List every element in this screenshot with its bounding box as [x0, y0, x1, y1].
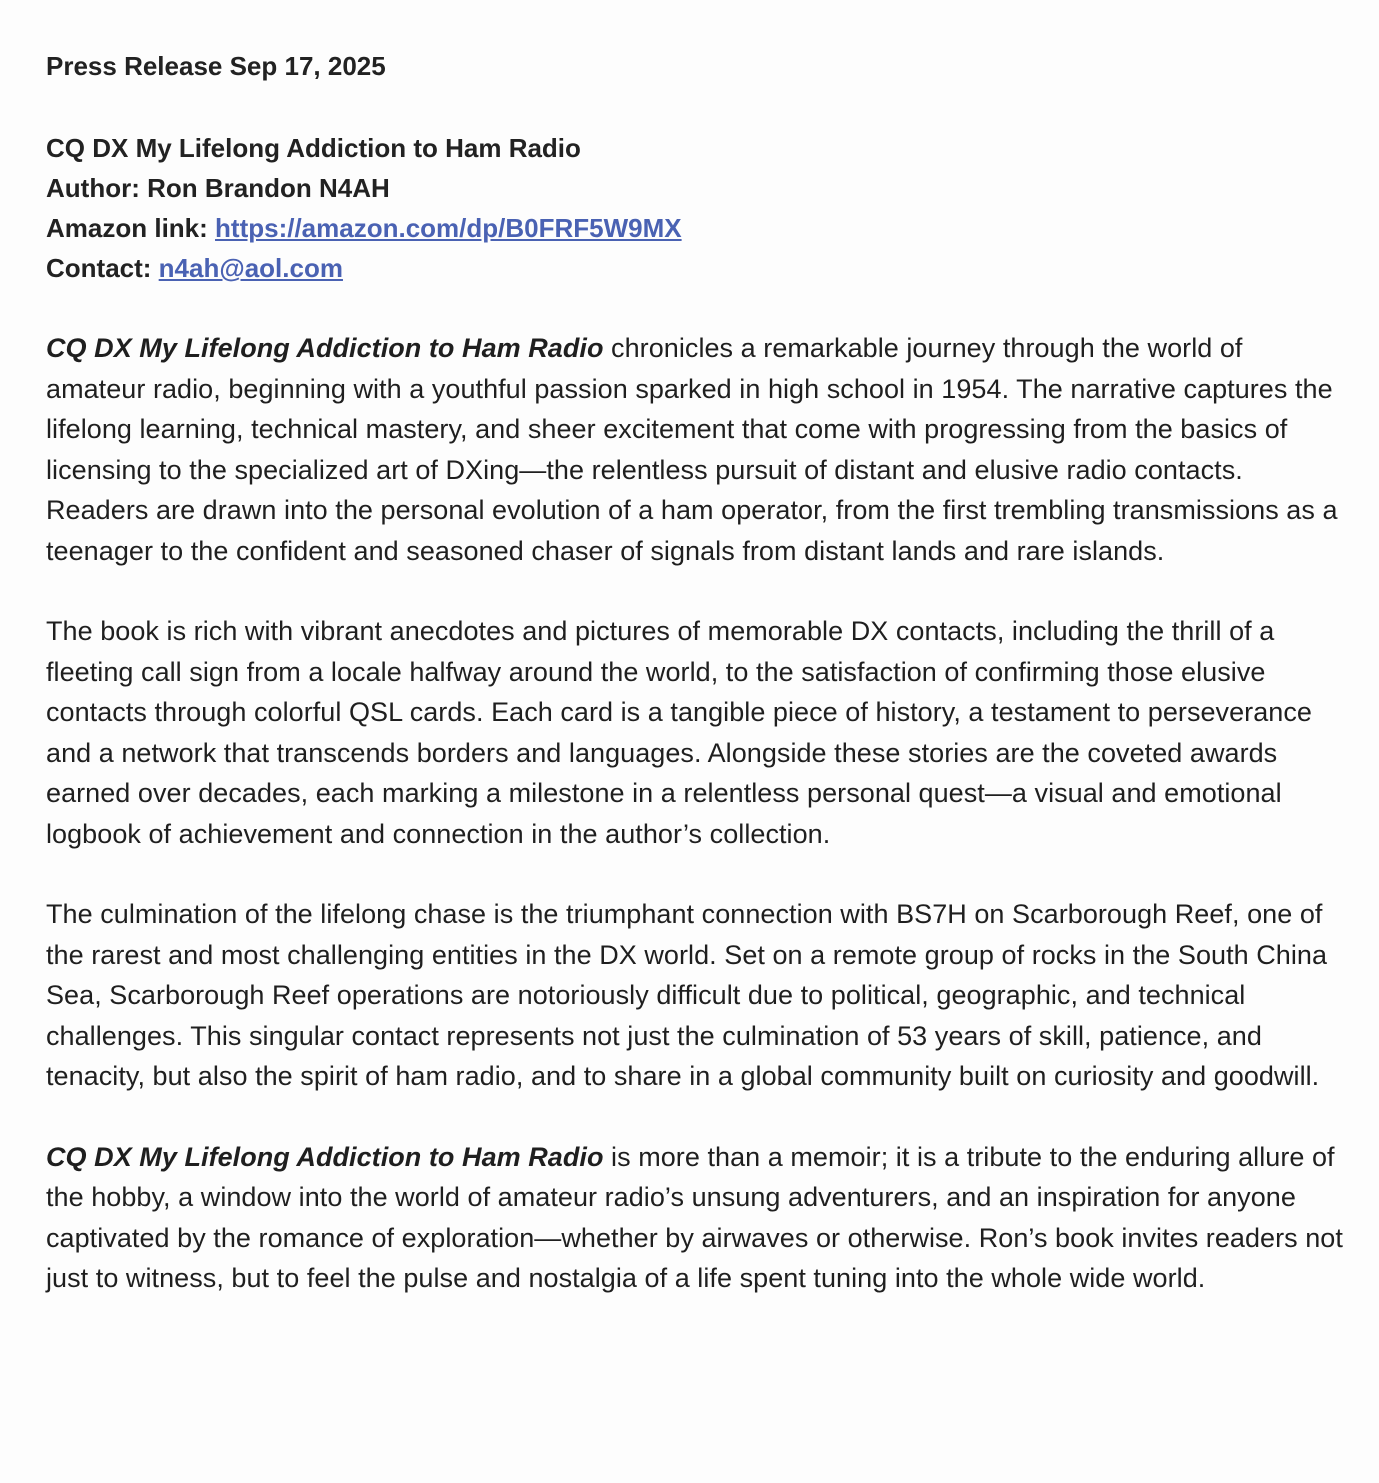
book-title-inline: CQ DX My Lifelong Addiction to Ham Radio: [46, 333, 604, 363]
paragraph-conclusion: [46, 1137, 1346, 1299]
paragraph-anecdotes: The book is rich with vibrant anecdotes and pictures of memorable DX contacts, including the thrill of a fleeting call sign from a locale halfway around the world, to the satisfaction of confirming those elusive contacts through colorful QSL cards. Each card is a tangible piece of history, a testament to perseverance and a network that transcends borders and languages. Alongside these stories are the coveted awards earned over decades, each marking a milestone in a relentless personal quest—a visual and emotional logbook of achievement and connection in the author’s collection.: [46, 616, 1312, 849]
author-label: Author:: [46, 173, 140, 203]
paragraph-intro-text: chronicles a remarkable journey through the world of amateur radio, beginning with a youthful passion sparked in high school in 1954. The narrative captures the lifelong learning, technical mastery, and sheer excitement that come with progressing from the basics of licensing to the specialized art of DXing—the relentless pursuit of distant and elusive radio contacts. Readers are drawn into the personal evolution of a ham operator, from the first trembling transmissions as a teenager to the confident and seasoned chaser of signals from distant lands and rare islands.: [46, 333, 1338, 566]
author-name: Ron Brandon N4AH: [147, 173, 390, 203]
book-title-inline: CQ DX My Lifelong Addiction to Ham Radio: [46, 1141, 604, 1172]
amazon-label: Amazon link:: [46, 213, 208, 243]
amazon-link[interactable]: https://amazon.com/dp/B0FRF5W9MX: [215, 213, 682, 243]
amazon-line: [46, 208, 1346, 248]
book-info-block: [46, 128, 1346, 288]
author-line: [46, 168, 1346, 208]
paragraph-conclusion-text: is more than a memoir; it is a tribute to the enduring allure of the hobby, a window into the world of amateur radio’s unsung adventurers, and an inspiration for anyone captivated by the romance of exploration—whether by airwaves or otherwise. Ron’s book invites readers not just to witness, but to feel the pulse and nostalgia of a life spent tuning into the whole wide world.: [46, 1141, 1343, 1293]
contact-label: Contact:: [46, 253, 152, 283]
paragraph-intro: [46, 328, 1346, 571]
document-body: [46, 46, 1346, 1339]
book-title-heading: CQ DX My Lifelong Addiction to Ham Radio: [46, 133, 581, 163]
press-release-date: Press Release Sep 17, 2025: [46, 51, 386, 81]
contact-line: [46, 248, 1346, 288]
contact-email-link[interactable]: n4ah@aol.com: [158, 253, 343, 283]
paragraph-culmination: The culmination of the lifelong chase is the triumphant connection with BS7H on Scarborough Reef, one of the rarest and most challenging entities in the DX world. Set on a remote group of rocks in the South China Sea, Scarborough Reef operations are notoriously difficult due to political, geographic, and technical challenges. This singular contact represents not just the culmination of 53 years of skill, patience, and tenacity, but also the spirit of ham radio, and to share in a global community built on curiosity and goodwill.: [46, 899, 1328, 1091]
